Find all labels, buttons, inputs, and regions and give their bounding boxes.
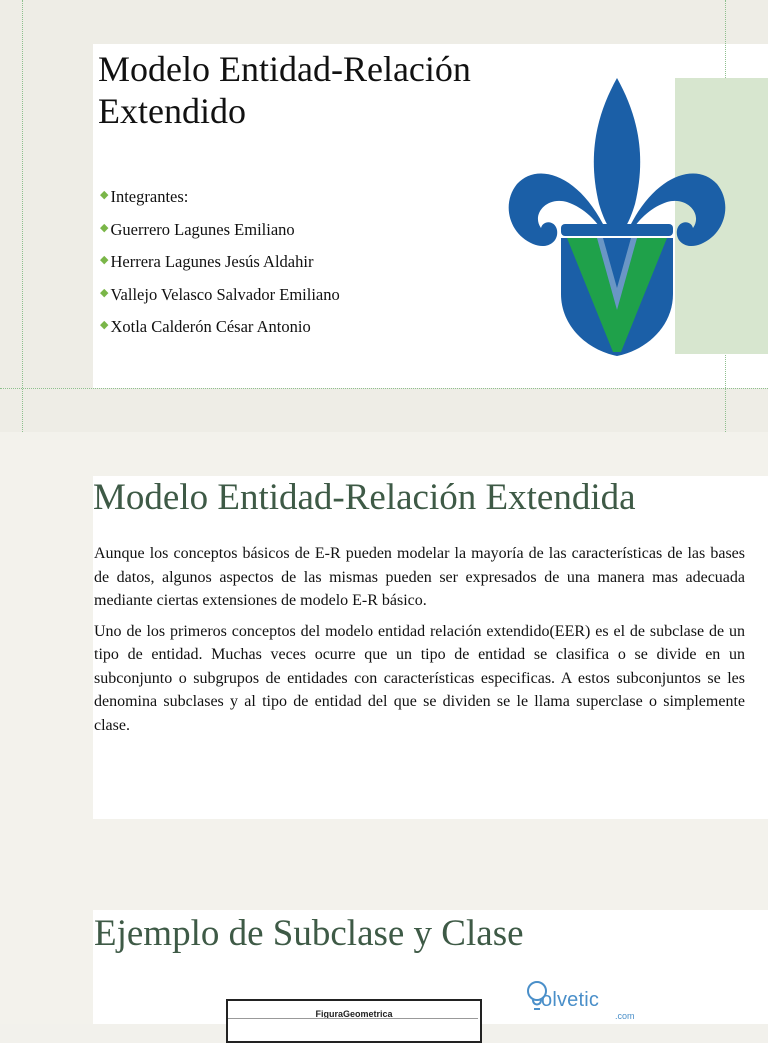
class-divider-line (228, 1018, 478, 1019)
watermark-suffix: .com (615, 1011, 635, 1021)
title-line-1: Modelo Entidad-Relación (98, 49, 471, 89)
bullet-icon: ◆ (100, 254, 109, 266)
slide-3-title: Ejemplo de Subclase y Clase (94, 913, 524, 954)
bullet-icon: ◆ (100, 319, 109, 331)
list-item: ◆ Integrantes: (100, 187, 189, 206)
class-name-label: FiguraGeometrica (315, 1009, 393, 1019)
paragraph: Uno de los primeros conceptos del modelo entidad relación extendido(EER) es el de subclase de un tipo de entidad. Muchas veces ocurre que un tipo de entidad se clasifica o se divide en un subconjunto o subgrupos de entidades con características especificas. A estos subconjuntos se les denomina subclases y al tipo de entidad del que se dividen se le llama superclase o simplemente clase. (94, 622, 745, 734)
bullet-icon: ◆ (100, 221, 109, 234)
list-item: ◆ Guerrero Lagunes Emiliano (100, 219, 295, 239)
class-diagram-box (226, 999, 482, 1043)
slide-title (0, 0, 768, 432)
list-item: ◆ Xotla Calderón César Antonio (100, 317, 311, 336)
list-item: ◆ Herrera Lagunes Jesús Aldahir (100, 252, 314, 271)
list-item: ◆ Vallejo Velasco Salvador Emiliano (100, 284, 340, 304)
title-line-2: Extendido (98, 91, 246, 131)
members-list (100, 180, 340, 343)
watermark-text: olvetic (541, 989, 600, 1011)
solvetic-watermark (523, 980, 643, 1024)
slide-2-body (94, 542, 745, 744)
paragraph: Aunque los conceptos básicos de E-R pueden modelar la mayoría de las características de las bases de datos, algunos aspectos de las mismas pueden ser expresados de una manera mas adecuada mediante ciertas extensiones de modelo E-R básico. (94, 545, 745, 609)
bullet-icon: ◆ (100, 189, 109, 201)
slide-title-heading (98, 48, 528, 132)
slide-2-title: Modelo Entidad-Relación Extendida (93, 477, 636, 518)
guide-line-bottom (0, 388, 768, 389)
bullet-icon: ◆ (100, 286, 109, 299)
guide-line-left (22, 0, 23, 432)
university-logo-icon (507, 74, 727, 358)
